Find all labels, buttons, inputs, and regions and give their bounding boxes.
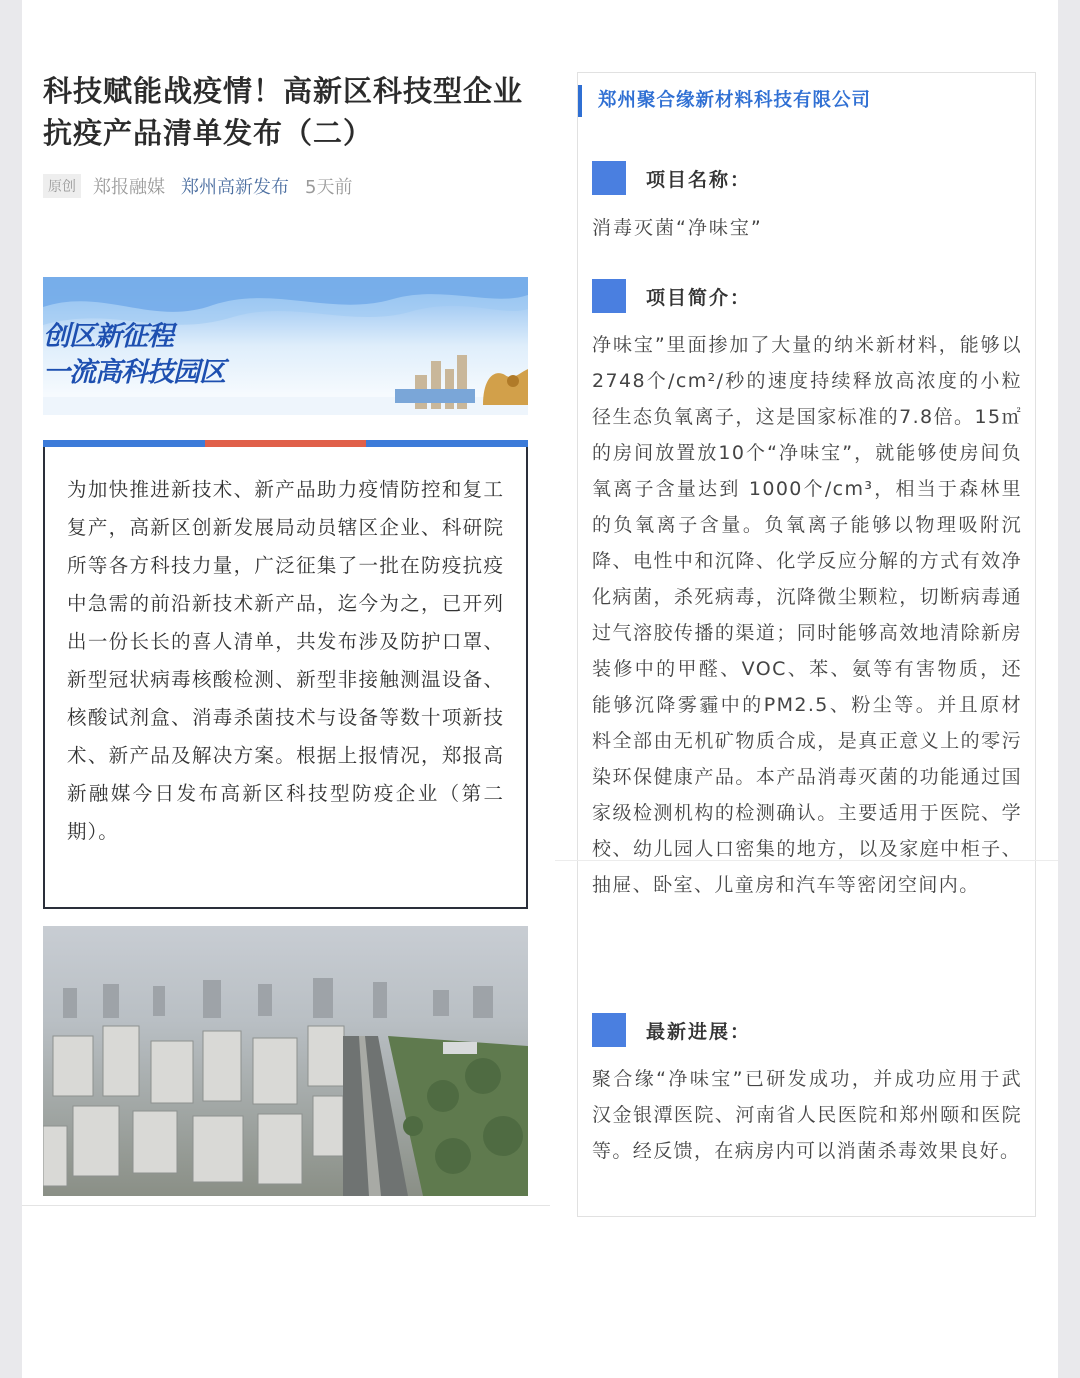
intro-top-stripe [43,440,528,447]
stripe-segment-blue [43,440,205,447]
source-name: 郑报融媒 [93,177,165,198]
divider [22,1205,550,1206]
banner-line-2: 一流高科技园区 [43,357,225,388]
divider [555,860,1058,861]
project-summary-text: 净味宝”里面掺加了大量的纳米新材料，能够以2748个/cm²/秒的速度持续释放高浓度的小粒径生态负氧离子，这是国家标准的7.8倍。15㎡的房间放置放10个“净味宝”，就能够使房间负氧离子含量达到 1000个/cm³，相当于森林里的负氧离子含量。负氧离子能够以物理吸附沉降、电性中和沉降、化学反应分解的方式有效净化病菌，杀死病毒，沉降微尘颗粒，切断病毒通过气溶胶传播的渠道；同时能够高效地清除新房装修中的甲醛、VOC、苯、氨等有害物质，还能够沉降雾霾中的PM2.5、粉尘等。并且原材料全部由无机矿物质合成，是真正意义上的零污染环保健康产品。本产品消毒灭菌的功能通过国家级检测机构的检测确认。主要适用于医院、学校、幼儿园人口密集的地方，以及家庭中柜子、抽屉、卧室、儿童房和汽车等密闭空间内。 [592,334,1022,896]
latest-progress-text: 聚合缘“净味宝”已研发成功，并成功应用于武汉金银潭医院、河南省人民医院和郑州颐和医院等。经反馈，在病房内可以消菌杀毒效果良好。 [592,1068,1022,1162]
latest-progress-heading [592,1013,751,1047]
intro-box [43,447,528,909]
account-link[interactable]: 郑州高新发布 [181,177,289,198]
square-bullet-icon [592,1013,626,1047]
stripe-segment-blue [366,440,528,447]
article-header [43,70,529,198]
project-name-value: 消毒灭菌“净味宝” [592,217,763,239]
project-summary-heading [592,279,751,313]
project-name-label: 项目名称： [646,168,752,191]
banner-line-1: 创区新征程 [43,321,173,352]
project-name-heading [592,161,751,195]
banner-slogan [43,319,225,391]
company-card [577,72,1036,1217]
project-summary-label: 项目简介： [646,286,752,309]
city-aerial-photo [43,926,528,1196]
article-meta [43,173,352,199]
original-tag: 原创 [43,174,81,198]
article-title: 科技赋能战疫情！高新区科技型企业抗疫产品清单发布（二） [43,74,524,150]
city-photo-graphic [43,926,528,1196]
square-bullet-icon [592,161,626,195]
latest-progress-label: 最新进展： [646,1020,752,1043]
square-bullet-icon [592,279,626,313]
intro-text: 为加快推进新技术、新产品助力疫情防控和复工复产，高新区创新发展局动员辖区企业、科研院所等各方科技力量，广泛征集了一批在防疫抗疫中急需的前沿新技术新产品，迄今为之，已开列出一份长长的喜人清单，共发布涉及防护口罩、新型冠状病毒核酸检测、新型非接触测温设备、核酸试剂盒、消毒杀菌技术与设备等数十项新技术、新产品及解决方案。根据上报情况，郑报高新融媒今日发布高新区科技型防疫企业（第二期）。 [67,478,504,843]
publish-time: 5天前 [305,177,353,198]
stripe-segment-red [205,440,367,447]
banner-image [43,277,528,415]
company-name: 郑州聚合缘新材料科技有限公司 [578,85,871,117]
